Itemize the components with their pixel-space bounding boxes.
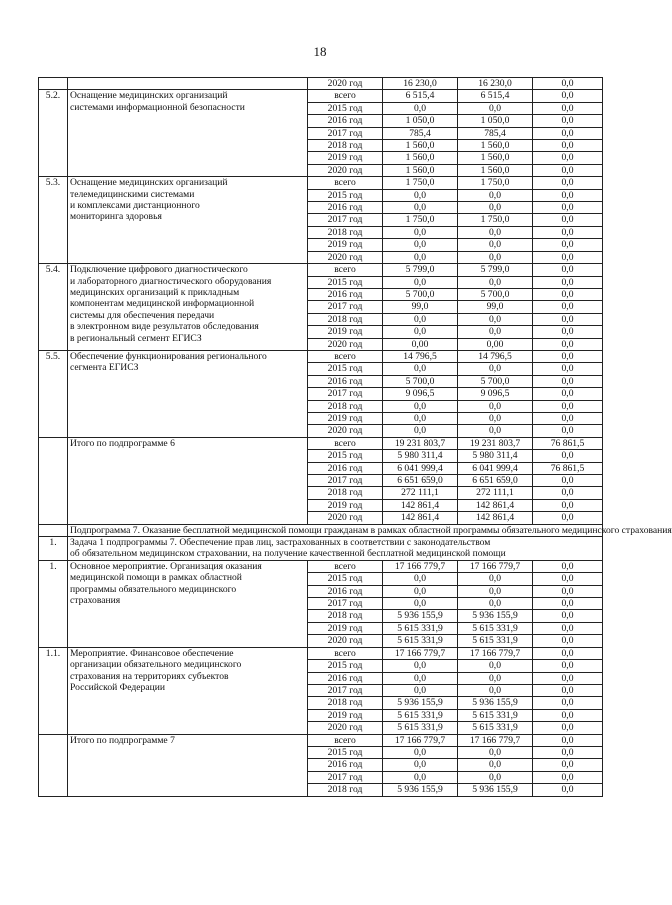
table-row (39, 350, 603, 362)
description-line: сегмента ЕГИСЗ (70, 362, 139, 374)
value-cell: 0,0 (533, 635, 603, 647)
year-cell: всего (308, 734, 383, 746)
value-cell: 0,0 (383, 313, 458, 325)
value-cell: 0,0 (533, 722, 603, 734)
value-cell: 0,0 (383, 276, 458, 288)
year-cell: 2018 год (308, 313, 383, 325)
value-cell: 5 615 331,9 (383, 635, 458, 647)
row-number: 1.1. (39, 647, 68, 734)
value-cell: 6 651 659,0 (383, 475, 458, 487)
value-cell: 0,0 (383, 189, 458, 201)
description-line: в электронном виде результатов обследования (70, 321, 259, 333)
value-cell: 0,0 (458, 684, 533, 696)
value-cell: 0,0 (383, 660, 458, 672)
value-cell: 0,0 (458, 226, 533, 238)
value-cell: 5 700,0 (383, 288, 458, 300)
description-line: Оснащение медицинских организаций (70, 90, 228, 102)
value-cell: 76 861,5 (533, 437, 603, 449)
year-cell: 2018 год (308, 784, 383, 796)
value-cell: 16 230,0 (383, 78, 458, 90)
value-cell: 0,0 (458, 102, 533, 114)
year-cell: 2019 год (308, 622, 383, 634)
value-cell: 5 936 155,9 (383, 697, 458, 709)
year-cell: 2018 год (308, 140, 383, 152)
description-line: Обеспечение функционирования регионального (70, 350, 267, 362)
row-number: 5.5. (39, 350, 68, 437)
year-cell: 2017 год (308, 771, 383, 783)
value-cell: 1 560,0 (458, 140, 533, 152)
year-cell: 2020 год (308, 251, 383, 263)
value-cell: 0,0 (533, 90, 603, 102)
value-cell: 0,0 (533, 177, 603, 189)
value-cell: 0,0 (533, 115, 603, 127)
value-cell: 0,0 (533, 78, 603, 90)
value-cell: 0,0 (533, 326, 603, 338)
value-cell: 0,0 (383, 412, 458, 424)
description-line: Итого по подпрограмме 7 (70, 734, 175, 746)
description-line: в региональный сегмент ЕГИСЗ (70, 332, 202, 344)
description-line: организации обязательного медицинского (70, 659, 242, 671)
value-cell: 0,0 (533, 102, 603, 114)
value-cell: 0,0 (458, 276, 533, 288)
value-cell: 0,0 (458, 189, 533, 201)
table-row (39, 647, 603, 659)
year-cell: 2015 год (308, 746, 383, 758)
year-cell: 2015 год (308, 189, 383, 201)
value-cell: 5 615 331,9 (458, 722, 533, 734)
value-cell: 0,0 (458, 363, 533, 375)
year-cell: 2018 год (308, 487, 383, 499)
value-cell: 6 515,4 (383, 90, 458, 102)
value-cell: 0,0 (533, 350, 603, 362)
value-cell: 272 111,1 (458, 487, 533, 499)
row-number (39, 524, 68, 536)
year-cell: 2015 год (308, 276, 383, 288)
value-cell: 19 231 803,7 (383, 437, 458, 449)
row-number: 1. (39, 537, 68, 561)
year-cell: 2019 год (308, 152, 383, 164)
value-cell: 0,0 (383, 746, 458, 758)
year-cell: 2017 год (308, 684, 383, 696)
description-line: компонентам медицинской информационной (70, 298, 255, 310)
value-cell: 5 615 331,9 (383, 622, 458, 634)
value-cell: 0,0 (533, 202, 603, 214)
table-row (39, 90, 603, 102)
description-line: страхования на территориях субъектов (70, 670, 229, 682)
value-cell: 0,0 (533, 388, 603, 400)
task-line: об обязательном медицинском страховании, на получение качественной бесплатной медицинской помощи (70, 548, 506, 560)
value-cell: 0,0 (533, 784, 603, 796)
value-cell: 5 980 311,4 (383, 450, 458, 462)
value-cell: 0,0 (458, 251, 533, 263)
year-cell: всего (308, 647, 383, 659)
budget-table (38, 77, 672, 797)
year-cell: 2020 год (308, 78, 383, 90)
value-cell: 6 651 659,0 (458, 475, 533, 487)
value-cell: 0,0 (458, 573, 533, 585)
value-cell: 5 936 155,9 (458, 610, 533, 622)
row-description (68, 437, 308, 524)
value-cell: 5 615 331,9 (458, 635, 533, 647)
value-cell: 76 861,5 (533, 462, 603, 474)
value-cell: 0,0 (458, 672, 533, 684)
value-cell: 0,0 (458, 425, 533, 437)
value-cell: 142 861,4 (458, 499, 533, 511)
value-cell: 0,0 (533, 499, 603, 511)
value-cell: 0,0 (383, 573, 458, 585)
value-cell: 0,0 (533, 610, 603, 622)
value-cell: 0,0 (383, 363, 458, 375)
value-cell: 0,0 (533, 288, 603, 300)
year-cell: 2016 год (308, 288, 383, 300)
value-cell: 17 166 779,7 (458, 560, 533, 572)
value-cell: 0,0 (458, 400, 533, 412)
value-cell: 0,0 (533, 585, 603, 597)
value-cell: 9 096,5 (383, 388, 458, 400)
year-cell: 2019 год (308, 412, 383, 424)
value-cell: 1 560,0 (383, 152, 458, 164)
year-cell: 2016 год (308, 672, 383, 684)
value-cell: 0,0 (383, 326, 458, 338)
row-description (68, 177, 308, 264)
description-line: программы обязательного медицинского (70, 583, 237, 595)
year-cell: 2020 год (308, 425, 383, 437)
value-cell: 1 560,0 (458, 152, 533, 164)
value-cell: 0,0 (533, 660, 603, 672)
table-row (39, 560, 603, 572)
value-cell: 0,0 (533, 363, 603, 375)
description-line: системами информационной безопасности (70, 101, 245, 113)
value-cell: 0,0 (533, 487, 603, 499)
row-description (68, 78, 308, 90)
year-cell: 2017 год (308, 301, 383, 313)
description-line: Подключение цифрового диагностического (70, 264, 248, 276)
year-cell: 2020 год (308, 635, 383, 647)
year-cell: 2018 год (308, 400, 383, 412)
value-cell: 0,0 (458, 759, 533, 771)
value-cell: 1 750,0 (458, 177, 533, 189)
year-cell: всего (308, 560, 383, 572)
value-cell: 6 041 999,4 (383, 462, 458, 474)
value-cell: 0,0 (533, 759, 603, 771)
description-line: Основное мероприятие. Организация оказания (70, 560, 262, 572)
year-cell: 2016 год (308, 462, 383, 474)
value-cell: 14 796,5 (458, 350, 533, 362)
value-cell: 1 750,0 (458, 214, 533, 226)
value-cell: 0,0 (533, 709, 603, 721)
table-body (39, 78, 672, 797)
task-title (68, 537, 603, 561)
year-cell: 2015 год (308, 660, 383, 672)
value-cell: 0,0 (383, 598, 458, 610)
row-number (39, 437, 68, 524)
value-cell: 17 166 779,7 (383, 647, 458, 659)
year-cell: 2017 год (308, 127, 383, 139)
value-cell: 0,0 (383, 771, 458, 783)
value-cell: 0,0 (383, 102, 458, 114)
value-cell: 0,0 (533, 647, 603, 659)
value-cell: 0,0 (533, 276, 603, 288)
value-cell: 0,0 (458, 746, 533, 758)
value-cell: 1 560,0 (383, 140, 458, 152)
year-cell: 2019 год (308, 709, 383, 721)
value-cell: 0,0 (383, 202, 458, 214)
value-cell: 0,0 (533, 622, 603, 634)
value-cell: 0,0 (458, 239, 533, 251)
row-description (68, 90, 308, 177)
value-cell: 0,0 (533, 264, 603, 276)
subprogram-title-row (39, 524, 603, 536)
value-cell: 5 700,0 (458, 375, 533, 387)
value-cell: 0,0 (533, 226, 603, 238)
value-cell: 17 166 779,7 (383, 734, 458, 746)
value-cell: 0,0 (533, 239, 603, 251)
year-cell: 2020 год (308, 722, 383, 734)
description-line: страхования (70, 595, 121, 607)
year-cell: 2016 год (308, 115, 383, 127)
year-cell: 2019 год (308, 326, 383, 338)
year-cell: 2015 год (308, 573, 383, 585)
year-cell: 2016 год (308, 375, 383, 387)
value-cell: 0,0 (533, 573, 603, 585)
description-line: Итого по подпрограмме 6 (70, 437, 175, 449)
value-cell: 1 560,0 (383, 164, 458, 176)
year-cell: всего (308, 350, 383, 362)
value-cell: 0,0 (533, 672, 603, 684)
year-cell: 2017 год (308, 388, 383, 400)
value-cell: 1 050,0 (458, 115, 533, 127)
value-cell: 0,0 (533, 301, 603, 313)
year-cell: всего (308, 90, 383, 102)
row-description (68, 734, 308, 796)
value-cell: 1 750,0 (383, 177, 458, 189)
description-line: медицинской помощи в рамках областной (70, 572, 242, 584)
table-row (39, 177, 603, 189)
value-cell: 0,00 (458, 338, 533, 350)
value-cell: 0,0 (383, 239, 458, 251)
value-cell: 0,0 (533, 251, 603, 263)
value-cell: 142 861,4 (458, 512, 533, 524)
table-row (39, 734, 603, 746)
value-cell: 0,0 (458, 326, 533, 338)
value-cell: 272 111,1 (383, 487, 458, 499)
value-cell: 99,0 (383, 301, 458, 313)
description-line: и лабораторного диагностического оборудования (70, 275, 272, 287)
value-cell: 6 041 999,4 (458, 462, 533, 474)
value-cell: 0,0 (458, 412, 533, 424)
value-cell: 5 936 155,9 (458, 784, 533, 796)
row-description (68, 350, 308, 437)
row-number: 5.3. (39, 177, 68, 264)
value-cell: 19 231 803,7 (458, 437, 533, 449)
value-cell: 1 050,0 (383, 115, 458, 127)
value-cell: 5 799,0 (383, 264, 458, 276)
description-line: медицинских организаций к прикладным (70, 286, 240, 298)
value-cell: 0,0 (533, 189, 603, 201)
value-cell: 0,0 (383, 759, 458, 771)
value-cell: 0,00 (383, 338, 458, 350)
row-number: 5.4. (39, 264, 68, 351)
table-row (39, 437, 603, 449)
value-cell: 0,0 (533, 338, 603, 350)
value-cell: 0,0 (533, 450, 603, 462)
value-cell: 0,0 (533, 214, 603, 226)
value-cell: 0,0 (533, 684, 603, 696)
year-cell: 2018 год (308, 697, 383, 709)
year-cell: 2020 год (308, 164, 383, 176)
description-line: Российской Федерации (70, 681, 165, 693)
value-cell: 0,0 (383, 425, 458, 437)
value-cell: 5 799,0 (458, 264, 533, 276)
value-cell: 785,4 (458, 127, 533, 139)
value-cell: 14 796,5 (383, 350, 458, 362)
value-cell: 5 980 311,4 (458, 450, 533, 462)
value-cell: 142 861,4 (383, 499, 458, 511)
year-cell: 2017 год (308, 598, 383, 610)
value-cell: 0,0 (458, 598, 533, 610)
year-cell: 2017 год (308, 214, 383, 226)
value-cell: 1 560,0 (458, 164, 533, 176)
value-cell: 0,0 (383, 672, 458, 684)
value-cell: 0,0 (383, 684, 458, 696)
year-cell: 2019 год (308, 499, 383, 511)
value-cell: 0,0 (383, 251, 458, 263)
task-line: Задача 1 подпрограммы 7. Обеспечение прав лиц, застрахованных в соответствии с законодательством (70, 537, 491, 549)
value-cell: 0,0 (533, 598, 603, 610)
value-cell: 0,0 (533, 734, 603, 746)
value-cell: 99,0 (458, 301, 533, 313)
value-cell: 5 615 331,9 (383, 709, 458, 721)
row-description (68, 264, 308, 351)
value-cell: 5 936 155,9 (383, 784, 458, 796)
value-cell: 0,0 (383, 226, 458, 238)
value-cell: 0,0 (533, 475, 603, 487)
year-cell: 2017 год (308, 475, 383, 487)
value-cell: 5 615 331,9 (458, 709, 533, 721)
row-description (68, 560, 308, 647)
value-cell: 0,0 (383, 585, 458, 597)
value-cell: 9 096,5 (458, 388, 533, 400)
description-line: Мероприятие. Финансовое обеспечение (70, 647, 234, 659)
row-number (39, 78, 68, 90)
description-line: Оснащение медицинских организаций (70, 177, 228, 189)
value-cell: 0,0 (533, 771, 603, 783)
task-row (39, 537, 603, 561)
year-cell: 2019 год (308, 239, 383, 251)
row-number: 1. (39, 560, 68, 647)
value-cell: 0,0 (533, 746, 603, 758)
row-number: 5.2. (39, 90, 68, 177)
year-cell: всего (308, 437, 383, 449)
value-cell: 0,0 (533, 375, 603, 387)
value-cell: 0,0 (458, 771, 533, 783)
value-cell: 0,0 (533, 140, 603, 152)
value-cell: 5 936 155,9 (458, 697, 533, 709)
page-number: 18 (313, 44, 327, 59)
value-cell: 0,0 (458, 585, 533, 597)
value-cell: 6 515,4 (458, 90, 533, 102)
value-cell: 0,0 (533, 313, 603, 325)
value-cell: 785,4 (383, 127, 458, 139)
value-cell: 5 936 155,9 (383, 610, 458, 622)
year-cell: 2016 год (308, 202, 383, 214)
year-cell: 2015 год (308, 102, 383, 114)
value-cell: 0,0 (533, 400, 603, 412)
row-description (68, 647, 308, 734)
value-cell: 0,0 (458, 202, 533, 214)
year-cell: 2020 год (308, 338, 383, 350)
value-cell: 16 230,0 (458, 78, 533, 90)
table-row (39, 78, 603, 90)
description-line: мониторинга здоровья (70, 211, 162, 223)
year-cell: 2015 год (308, 450, 383, 462)
description-line: и комплексами дистанционного (70, 200, 200, 212)
year-cell: всего (308, 177, 383, 189)
value-cell: 0,0 (533, 560, 603, 572)
value-cell: 0,0 (458, 313, 533, 325)
value-cell: 17 166 779,7 (458, 734, 533, 746)
value-cell: 1 750,0 (383, 214, 458, 226)
value-cell: 5 700,0 (458, 288, 533, 300)
description-line: системы для обеспечения передачи (70, 309, 215, 321)
value-cell: 5 615 331,9 (458, 622, 533, 634)
value-cell: 142 861,4 (383, 512, 458, 524)
value-cell: 0,0 (458, 660, 533, 672)
description-line: телемедицинскими системами (70, 188, 195, 200)
value-cell: 0,0 (533, 127, 603, 139)
value-cell: 0,0 (383, 400, 458, 412)
year-cell: 2018 год (308, 610, 383, 622)
value-cell: 0,0 (533, 425, 603, 437)
subprogram-title: Подпрограмма 7. Оказание бесплатной медицинской помощи гражданам в рамках областной программы обязательного медицинского страхования (68, 524, 603, 536)
year-cell: 2016 год (308, 759, 383, 771)
table-row (39, 264, 603, 276)
year-cell: 2018 год (308, 226, 383, 238)
year-cell: всего (308, 264, 383, 276)
value-cell: 5 615 331,9 (383, 722, 458, 734)
year-cell: 2015 год (308, 363, 383, 375)
value-cell: 0,0 (533, 164, 603, 176)
row-number (39, 734, 68, 796)
value-cell: 0,0 (533, 152, 603, 164)
year-cell: 2020 год (308, 512, 383, 524)
value-cell: 0,0 (533, 412, 603, 424)
value-cell: 0,0 (533, 697, 603, 709)
value-cell: 0,0 (533, 512, 603, 524)
value-cell: 5 700,0 (383, 375, 458, 387)
year-cell: 2016 год (308, 585, 383, 597)
value-cell: 17 166 779,7 (458, 647, 533, 659)
value-cell: 17 166 779,7 (383, 560, 458, 572)
